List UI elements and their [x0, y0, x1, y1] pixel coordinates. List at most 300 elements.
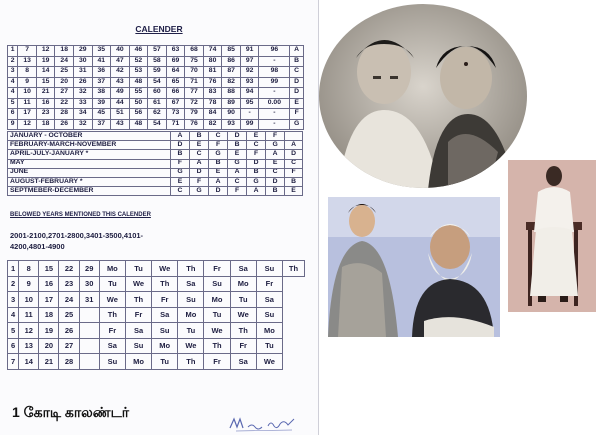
year-cell: 27: [55, 88, 74, 99]
year-cell: 72: [185, 98, 204, 109]
year-cell: 78: [203, 98, 222, 109]
date-cell: We: [152, 261, 178, 277]
year-cell: 70: [185, 67, 204, 78]
year-cell: 74: [203, 46, 222, 57]
year-cell: 82: [203, 119, 222, 130]
month-code-cell: F: [228, 187, 247, 196]
year-cell: 64: [166, 67, 185, 78]
month-code-cell: F: [190, 177, 209, 186]
year-cell: 83: [203, 88, 222, 99]
year-cell: -: [259, 56, 290, 67]
year-cell: 52: [129, 56, 148, 67]
month-code-cell: G: [209, 150, 228, 159]
calendar-title: CALENDER: [135, 24, 183, 34]
month-code-cell: B: [209, 159, 228, 168]
month-code-cell: D: [171, 141, 190, 150]
date-cell: [79, 307, 99, 323]
year-cell: 54: [148, 77, 167, 88]
year-cell: 42: [111, 67, 130, 78]
month-code-cell: G: [228, 159, 247, 168]
date-cell: Mo: [99, 261, 125, 277]
month-code-cell: E: [266, 159, 285, 168]
month-code-cell: [285, 132, 303, 141]
year-cell: 80: [203, 56, 222, 67]
date-cell: 2: [8, 276, 19, 292]
month-code-cell: F: [285, 168, 303, 177]
date-cell: 7: [8, 354, 19, 370]
year-cell: 87: [222, 67, 241, 78]
month-name: JANUARY - OCTOBER: [8, 132, 171, 141]
date-cell: 3: [8, 292, 19, 308]
year-cell: -: [240, 109, 259, 120]
year-cell: 15: [36, 77, 55, 88]
date-cell: [79, 323, 99, 339]
year-cell: 51: [111, 109, 130, 120]
year-cell: 13: [18, 56, 37, 67]
year-cell: 85: [222, 46, 241, 57]
date-cell: 10: [19, 292, 39, 308]
date-cell: Tu: [204, 307, 230, 323]
month-code-cell: E: [247, 132, 266, 141]
year-cell: 93: [240, 77, 259, 88]
month-name: SEPTMEBER-DECEMBER: [8, 187, 171, 196]
month-code-cell: A: [247, 187, 266, 196]
year-cell: 4: [8, 77, 18, 88]
date-cell: Sa: [125, 323, 151, 339]
year-row: [8, 98, 304, 109]
date-cell: We: [230, 307, 256, 323]
date-cell: 27: [59, 338, 79, 354]
year-cell: B: [290, 56, 304, 67]
year-cell: C: [290, 67, 304, 78]
month-code-cell: G: [171, 168, 190, 177]
year-row: [8, 46, 304, 57]
month-code-cell: C: [228, 177, 247, 186]
date-cell: 14: [19, 354, 39, 370]
month-code-cell: A: [266, 150, 285, 159]
month-row: [8, 187, 303, 196]
below-years-note: BELOWED YEARS MENTIONED THIS CALENDER: [10, 212, 151, 218]
date-cell: 16: [39, 276, 59, 292]
year-cell: 19: [36, 56, 55, 67]
year-cell: A: [290, 46, 304, 57]
year-cell: 94: [240, 88, 259, 99]
date-cell: Mo: [125, 354, 151, 370]
year-cell: 73: [166, 109, 185, 120]
year-cell: 71: [166, 119, 185, 130]
date-cell: 13: [19, 338, 39, 354]
year-cell: 6: [8, 109, 18, 120]
date-cell: We: [99, 292, 125, 308]
date-cell: Sa: [99, 338, 125, 354]
date-table: [7, 260, 305, 370]
date-cell: 23: [59, 276, 79, 292]
year-cell: 23: [36, 109, 55, 120]
year-cell: 43: [111, 77, 130, 88]
year-cell: 34: [73, 109, 92, 120]
date-cell: Su: [178, 292, 204, 308]
date-cell: 17: [39, 292, 59, 308]
month-name: FEBRUARY-MARCH-NOVEMBER: [8, 141, 171, 150]
year-cell: 10: [18, 88, 37, 99]
month-code-cell: D: [247, 159, 266, 168]
year-cell: 66: [166, 88, 185, 99]
year-cell: 46: [129, 46, 148, 57]
date-cell: 18: [39, 307, 59, 323]
year-cell: 2: [8, 56, 18, 67]
date-cell: Fr: [125, 307, 151, 323]
month-code-cell: F: [209, 141, 228, 150]
year-cell: 98: [259, 67, 290, 78]
year-cell: 48: [129, 119, 148, 130]
month-name: APRIL-JULY-JANUARY *: [8, 150, 171, 159]
year-cell: 47: [111, 56, 130, 67]
date-cell: 5: [8, 323, 19, 339]
month-code-cell: C: [266, 168, 285, 177]
year-cell: 44: [111, 98, 130, 109]
date-cell: Fr: [204, 354, 230, 370]
month-code-cell: C: [171, 187, 190, 196]
year-cell: 82: [222, 77, 241, 88]
month-code-cell: G: [266, 141, 285, 150]
month-code-cell: D: [190, 168, 209, 177]
date-cell: Sa: [178, 276, 204, 292]
year-cell: D: [290, 88, 304, 99]
month-code-cell: E: [190, 141, 209, 150]
year-cell: 65: [166, 77, 185, 88]
year-cell: 96: [259, 46, 290, 57]
date-cell: Su: [204, 276, 230, 292]
date-cell: 24: [59, 292, 79, 308]
year-cell: 54: [148, 119, 167, 130]
date-cell: Th: [230, 323, 256, 339]
date-cell: We: [125, 276, 151, 292]
year-cell: 16: [36, 98, 55, 109]
year-cell: 0.00: [259, 98, 290, 109]
month-code-cell: C: [209, 132, 228, 141]
month-code-cell: A: [228, 168, 247, 177]
year-cell: 17: [18, 109, 37, 120]
year-cell: 89: [222, 98, 241, 109]
month-name: AUGUST-FEBRUARY *: [8, 177, 171, 186]
year-cell: 97: [240, 56, 259, 67]
year-cell: 49: [111, 88, 130, 99]
date-cell: Fr: [230, 338, 256, 354]
year-cell: -: [259, 88, 290, 99]
date-cell: Mo: [230, 276, 256, 292]
year-cell: 43: [111, 119, 130, 130]
year-cell: 88: [222, 88, 241, 99]
year-cell: 26: [73, 77, 92, 88]
date-cell: 4: [8, 307, 19, 323]
year-cell: -: [259, 109, 290, 120]
month-code-cell: F: [247, 150, 266, 159]
date-cell: 19: [39, 323, 59, 339]
year-cell: 22: [55, 98, 74, 109]
year-cell: 92: [240, 67, 259, 78]
year-row: [8, 67, 304, 78]
year-cell: 26: [55, 119, 74, 130]
year-cell: 21: [36, 88, 55, 99]
year-cell: 32: [73, 88, 92, 99]
month-code-cell: C: [247, 141, 266, 150]
year-cell: E: [290, 98, 304, 109]
year-cell: 58: [148, 56, 167, 67]
signature: [228, 414, 298, 434]
date-cell: 30: [79, 276, 99, 292]
date-cell: 25: [59, 307, 79, 323]
year-cell: 91: [240, 46, 259, 57]
date-cell: Fr: [256, 276, 282, 292]
year-cell: 28: [55, 109, 74, 120]
month-code-cell: C: [285, 159, 303, 168]
year-cell: 4: [8, 88, 18, 99]
year-cell: 29: [73, 46, 92, 57]
year-cell: 99: [259, 77, 290, 88]
month-code-cell: D: [209, 187, 228, 196]
month-code-cell: G: [247, 177, 266, 186]
month-row: [8, 141, 303, 150]
date-cell: 1: [8, 261, 19, 277]
month-row: [8, 150, 303, 159]
month-row: [8, 177, 303, 186]
date-cell: Su: [99, 354, 125, 370]
date-cell: Tu: [178, 323, 204, 339]
year-cell: 76: [185, 119, 204, 130]
date-cell: Tu: [256, 338, 282, 354]
date-cell: Sa: [152, 307, 178, 323]
year-cell: 35: [92, 46, 111, 57]
date-row: [8, 307, 305, 323]
date-cell: 11: [19, 307, 39, 323]
date-cell: Th: [152, 276, 178, 292]
year-cell: 81: [203, 67, 222, 78]
date-cell: 22: [59, 261, 79, 277]
footer-title: 1 கோடி காலண்டர்: [12, 404, 130, 420]
year-table: [7, 45, 304, 130]
year-cell: 11: [18, 98, 37, 109]
year-cell: 31: [73, 67, 92, 78]
month-code-cell: B: [266, 187, 285, 196]
month-code-cell: E: [228, 150, 247, 159]
year-cell: 9: [18, 77, 37, 88]
year-cell: 57: [148, 46, 167, 57]
year-cell: 63: [166, 46, 185, 57]
date-cell: Sa: [230, 261, 256, 277]
date-cell: Th: [178, 354, 204, 370]
year-cell: 18: [55, 46, 74, 57]
year-cell: D: [290, 77, 304, 88]
month-row: [8, 159, 303, 168]
date-cell: Tu: [125, 261, 151, 277]
year-cell: 36: [92, 67, 111, 78]
year-cell: 7: [18, 46, 37, 57]
year-cell: 79: [185, 109, 204, 120]
date-cell: Th: [178, 261, 204, 277]
month-code-cell: E: [285, 187, 303, 196]
date-cell: Su: [256, 307, 282, 323]
date-cell: Mo: [256, 323, 282, 339]
year-cell: 61: [148, 98, 167, 109]
year-cell: 45: [92, 109, 111, 120]
year-cell: 53: [129, 67, 148, 78]
date-cell: Th: [125, 292, 151, 308]
year-cell: 59: [148, 67, 167, 78]
month-code-cell: B: [171, 150, 190, 159]
year-cell: 68: [185, 46, 204, 57]
year-cell: 9: [8, 119, 18, 130]
year-cell: 90: [222, 109, 241, 120]
date-cell: Su: [152, 323, 178, 339]
date-cell: 29: [79, 261, 99, 277]
year-cell: 41: [92, 56, 111, 67]
month-row: [8, 132, 303, 141]
year-cell: 32: [73, 119, 92, 130]
year-row: [8, 88, 304, 99]
man-on-chair-photo: [508, 160, 596, 312]
year-cell: 38: [92, 88, 111, 99]
couple-portrait-photo: [318, 2, 528, 190]
date-cell: Sa: [230, 354, 256, 370]
year-cell: 40: [111, 46, 130, 57]
month-code-cell: E: [171, 177, 190, 186]
year-cell: 25: [55, 67, 74, 78]
month-code-cell: D: [228, 132, 247, 141]
year-cell: 1: [8, 46, 18, 57]
month-code-cell: A: [285, 141, 303, 150]
year-cell: 20: [55, 77, 74, 88]
month-code-cell: B: [190, 132, 209, 141]
date-cell: 20: [39, 338, 59, 354]
year-cell: 84: [203, 109, 222, 120]
year-cell: 5: [8, 98, 18, 109]
date-row: [8, 292, 305, 308]
month-table: [7, 131, 303, 196]
year-cell: 18: [36, 119, 55, 130]
date-cell: Fr: [99, 323, 125, 339]
month-code-cell: F: [266, 132, 285, 141]
year-row: [8, 109, 304, 120]
month-code-cell: D: [266, 177, 285, 186]
year-cell: 37: [92, 77, 111, 88]
year-cell: 33: [73, 98, 92, 109]
date-cell: Th: [204, 338, 230, 354]
date-cell: 8: [19, 261, 39, 277]
date-cell: Th: [99, 307, 125, 323]
month-code-cell: A: [171, 132, 190, 141]
month-name: MAY: [8, 159, 171, 168]
year-cell: 60: [148, 88, 167, 99]
year-cell: 75: [185, 56, 204, 67]
date-cell: Fr: [204, 261, 230, 277]
month-row: [8, 168, 303, 177]
year-cell: 55: [129, 88, 148, 99]
month-code-cell: A: [209, 177, 228, 186]
year-cell: 86: [222, 56, 241, 67]
date-cell: Sa: [256, 292, 282, 308]
date-cell: Mo: [204, 292, 230, 308]
year-cell: 24: [55, 56, 74, 67]
year-cell: 48: [129, 77, 148, 88]
date-cell: Tu: [230, 292, 256, 308]
year-cell: 99: [240, 119, 259, 130]
year-cell: 93: [222, 119, 241, 130]
month-name: JUNE: [8, 168, 171, 177]
year-cell: 3: [8, 67, 18, 78]
year-row: [8, 77, 304, 88]
date-cell: 21: [39, 354, 59, 370]
date-cell: We: [178, 338, 204, 354]
month-code-cell: F: [171, 159, 190, 168]
date-cell: 28: [59, 354, 79, 370]
date-cell: 6: [8, 338, 19, 354]
year-cell: 37: [92, 119, 111, 130]
year-cell: 8: [18, 67, 37, 78]
year-cell: 67: [166, 98, 185, 109]
date-cell: We: [256, 354, 282, 370]
year-cell: 69: [166, 56, 185, 67]
year-cell: F: [290, 109, 304, 120]
year-cell: 56: [129, 109, 148, 120]
date-cell: Th: [282, 261, 304, 277]
month-code-cell: B: [228, 141, 247, 150]
year-cell: 76: [203, 77, 222, 88]
year-cell: 12: [36, 46, 55, 57]
years-range-text: 2001-2100,2701-2800,3401-3500,4101-4200,4801-4900: [10, 231, 144, 251]
date-cell: 12: [19, 323, 39, 339]
date-cell: Su: [256, 261, 282, 277]
date-cell: Tu: [99, 276, 125, 292]
year-row: [8, 119, 304, 130]
year-cell: G: [290, 119, 304, 130]
date-cell: We: [204, 323, 230, 339]
month-code-cell: B: [247, 168, 266, 177]
month-code-cell: E: [209, 168, 228, 177]
elder-with-woman-photo: [328, 197, 500, 337]
date-cell: 31: [79, 292, 99, 308]
month-code-cell: D: [285, 150, 303, 159]
month-code-cell: G: [190, 187, 209, 196]
date-cell: [79, 354, 99, 370]
year-cell: 62: [148, 109, 167, 120]
year-cell: 12: [18, 119, 37, 130]
date-row: [8, 323, 305, 339]
date-row: [8, 338, 305, 354]
year-cell: 77: [185, 88, 204, 99]
year-cell: 95: [240, 98, 259, 109]
year-cell: 50: [129, 98, 148, 109]
date-cell: Mo: [178, 307, 204, 323]
year-cell: 30: [73, 56, 92, 67]
date-cell: [79, 338, 99, 354]
year-cell: 14: [36, 67, 55, 78]
month-code-cell: C: [190, 150, 209, 159]
year-cell: 39: [92, 98, 111, 109]
date-row: [8, 261, 305, 277]
date-cell: Mo: [152, 338, 178, 354]
date-row: [8, 354, 305, 370]
year-row: [8, 56, 304, 67]
date-row: [8, 276, 305, 292]
month-code-cell: A: [190, 159, 209, 168]
year-cell: 71: [185, 77, 204, 88]
year-cell: -: [259, 119, 290, 130]
date-cell: 26: [59, 323, 79, 339]
month-code-cell: B: [285, 177, 303, 186]
date-cell: Fr: [152, 292, 178, 308]
date-cell: 9: [19, 276, 39, 292]
date-cell: Tu: [152, 354, 178, 370]
